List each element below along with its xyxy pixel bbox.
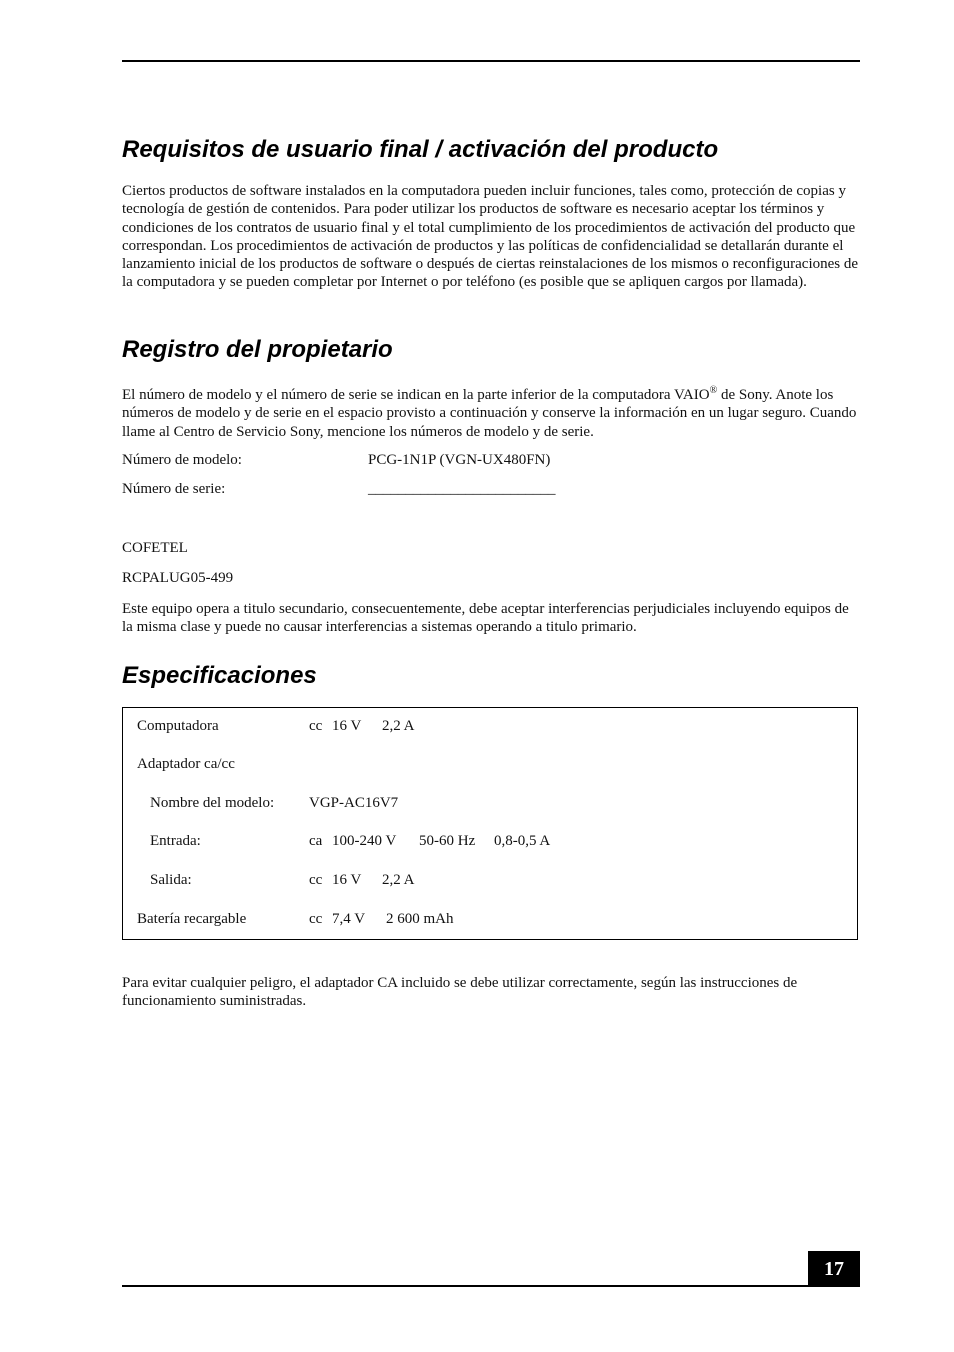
spec-value: VGP-AC16V7 xyxy=(309,795,399,811)
paragraph-requisitos: Ciertos productos de software instalados en la computadora pueden incluir funciones, tales como, protección de copias y tecnología de gestión de contenidos. Para poder utilizar los productos de software es necesario aceptar los términos y condiciones de los contratos de usuario final y el total cumplimiento de los procedimientos de activación del producto que correspondan. Los procedimientos de activación de productos y las políticas de confidencialidad se detallarán durante el lanzamiento inicial de los productos de software o después de ciertas reinstalaciones de los mismos o reconfiguraciones de la computadora y se pueden completar por Internet o por teléfono (es posible que se apliquen cargos por llamada). xyxy=(122,183,859,291)
spec-value: 16 V xyxy=(332,718,362,734)
heading-especificaciones: Especificaciones xyxy=(122,662,317,689)
spec-value: ca xyxy=(309,833,323,849)
safety-notice: Para evitar cualquier peligro, el adaptador CA incluido se debe utilizar correctamente, según las instrucciones de funcionamiento suministradas. xyxy=(122,975,798,1010)
spec-row-entrada xyxy=(123,833,857,853)
spec-value: 50-60 Hz xyxy=(419,833,476,849)
heading-registro: Registro del propietario xyxy=(122,336,393,363)
paragraph-registro xyxy=(122,386,862,441)
spec-row-adaptador xyxy=(123,756,857,776)
spec-label: Batería recargable xyxy=(137,911,247,927)
serial-number-label: Número de serie: xyxy=(122,481,226,497)
spec-value: 7,4 V xyxy=(332,911,366,927)
spec-row-computadora xyxy=(123,718,857,738)
cofetel-label: COFETEL xyxy=(122,540,188,556)
registro-text-part1: El número de modelo y el número de serie se indican en la parte inferior de la computadora VAIO xyxy=(122,387,710,403)
model-number-value: PCG-1N1P (VGN-UX480FN) xyxy=(368,452,551,468)
spec-value: 2,2 A xyxy=(382,872,415,888)
spec-value: cc xyxy=(309,872,323,888)
spec-value: 100-240 V xyxy=(332,833,397,849)
specifications-table xyxy=(122,707,858,940)
spec-label: Computadora xyxy=(137,718,219,734)
heading-requisitos: Requisitos de usuario final / activación del producto xyxy=(122,136,719,163)
spec-value: 2,2 A xyxy=(382,718,415,734)
page-number: 17 xyxy=(808,1251,860,1287)
spec-label: Adaptador ca/cc xyxy=(137,756,235,772)
spec-label: Nombre del modelo: xyxy=(150,795,275,811)
spec-value: 2 600 mAh xyxy=(386,911,454,927)
spec-value: cc xyxy=(309,911,323,927)
spec-value: 16 V xyxy=(332,872,362,888)
model-number-label: Número de modelo: xyxy=(122,452,242,468)
spec-row-salida xyxy=(123,872,857,892)
registro-text-part2: de Sony. Anote los números de modelo y de serie en el espacio provisto a continuación y conserve la información en un lugar seguro. Cuando llame al Centro de Servicio Sony, mencione los números de modelo y de serie. xyxy=(122,387,857,440)
serial-number-blank: _________________________ xyxy=(368,481,556,497)
registered-mark: ® xyxy=(709,385,718,396)
spec-value: cc xyxy=(309,718,323,734)
spec-row-nombre-modelo xyxy=(123,795,857,815)
top-rule xyxy=(122,60,860,62)
spec-label: Salida: xyxy=(150,872,192,888)
bottom-rule xyxy=(122,1285,860,1287)
spec-value: 0,8-0,5 A xyxy=(494,833,551,849)
rcpa-code: RCPALUG05-499 xyxy=(122,570,234,586)
spec-row-bateria xyxy=(123,911,857,931)
interference-notice: Este equipo opera a titulo secundario, consecuentemente, debe aceptar interferencias perjudiciales incluyendo equipos de la misma clase y puede no causar interferencias a sistemas operando a titulo primario. xyxy=(122,601,849,636)
spec-label: Entrada: xyxy=(150,833,201,849)
